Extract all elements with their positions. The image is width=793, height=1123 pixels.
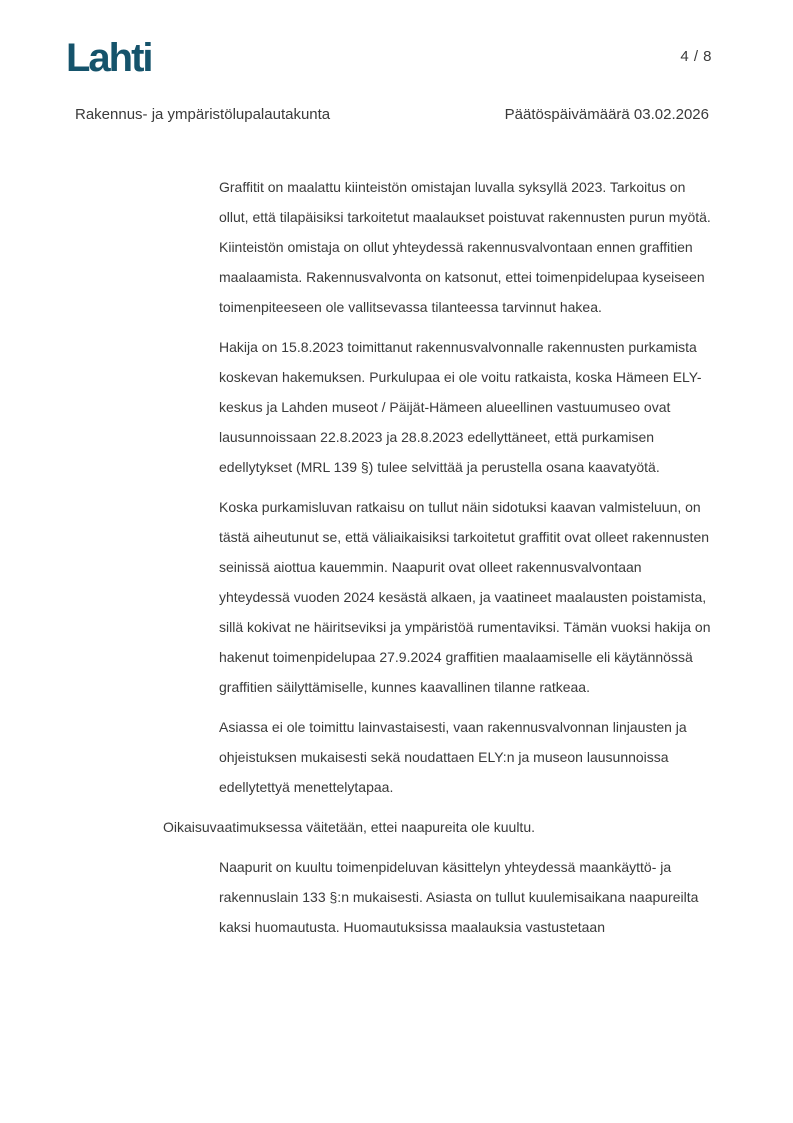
lahti-logo: Lahti [66, 36, 152, 80]
body-paragraph: Graffitit on maalattu kiinteistön omistajan luvalla syksyllä 2023. Tarkoitus on ollut, että tilapäisiksi tarkoitetut maalaukset poistuvat rakennusten purun myötä. Kiinteistön omistaja on ollut yhteydessä rakennusvalvontaan ennen graffitien maalaamista. Rakennusvalvonta on katsonut, ettei toimenpidelupaa kyseiseen toimenpiteeseen ole vallitsevassa tilanteessa tarvinnut hakea. [219, 179, 711, 315]
body-paragraph: Asiassa ei ole toimittu lainvastaisesti, vaan rakennusvalvonnan linjausten ja ohjeistuksen mukaisesti sekä noudattaen ELY:n ja museon lausunnoissa edellytettyä menettelytapaa. [219, 719, 687, 795]
page-number: 4 / 8 [680, 48, 712, 65]
decision-date: Päätöspäivämäärä 03.02.2026 [504, 106, 709, 123]
body-paragraph: Oikaisuvaatimuksessa väitetään, ettei naapureita ole kuultu. [163, 819, 535, 835]
document-header [75, 106, 709, 123]
committee-name: Rakennus- ja ympäristölupalautakunta [75, 106, 331, 123]
body-paragraph: Hakija on 15.8.2023 toimittanut rakennusvalvonnalle rakennusten purkamista koskevan hakemuksen. Purkulupaa ei ole voitu ratkaista, koska Hämeen ELY-keskus ja Lahden museot / Päijät-Hämeen alueellinen vastuumuseo ovat lausunnoissaan 22.8.2023 ja 28.8.2023 edellyttäneet, että purkamisen edellytykset (MRL 139 §) tulee selvittää ja perustella osana kaavatyötä. [219, 339, 702, 475]
body-paragraph: Koska purkamisluvan ratkaisu on tullut näin sidotuksi kaavan valmisteluun, on tästä aiheutunut se, että väliaikaisiksi tarkoitetut graffitit ovat olleet rakennusten seinissä aiottua kauemmin. Naapurit ovat olleet rakennusvalvontaan yhteydessä vuoden 2024 kesästä alkaen, ja vaatineet maalausten poistamista, sillä kokivat ne häiritseviksi ja ympäristöä rumentaviksi. Tämän vuoksi hakija on hakenut toimenpidelupaa 27.9.2024 graffitien maalaamiselle eli käytännössä graffitien säilyttämiselle, kunnes kaavallinen tilanne ratkeaa. [219, 499, 711, 695]
document-body [0, 172, 793, 952]
body-paragraph: Naapurit on kuultu toimenpideluvan käsittelyn yhteydessä maankäyttö- ja rakennuslain 133 §:n mukaisesti. Asiasta on tullut kuulemisaikana naapureilta kaksi huomautusta. Huomautuksissa maalauksia vastustetaan [219, 859, 699, 935]
